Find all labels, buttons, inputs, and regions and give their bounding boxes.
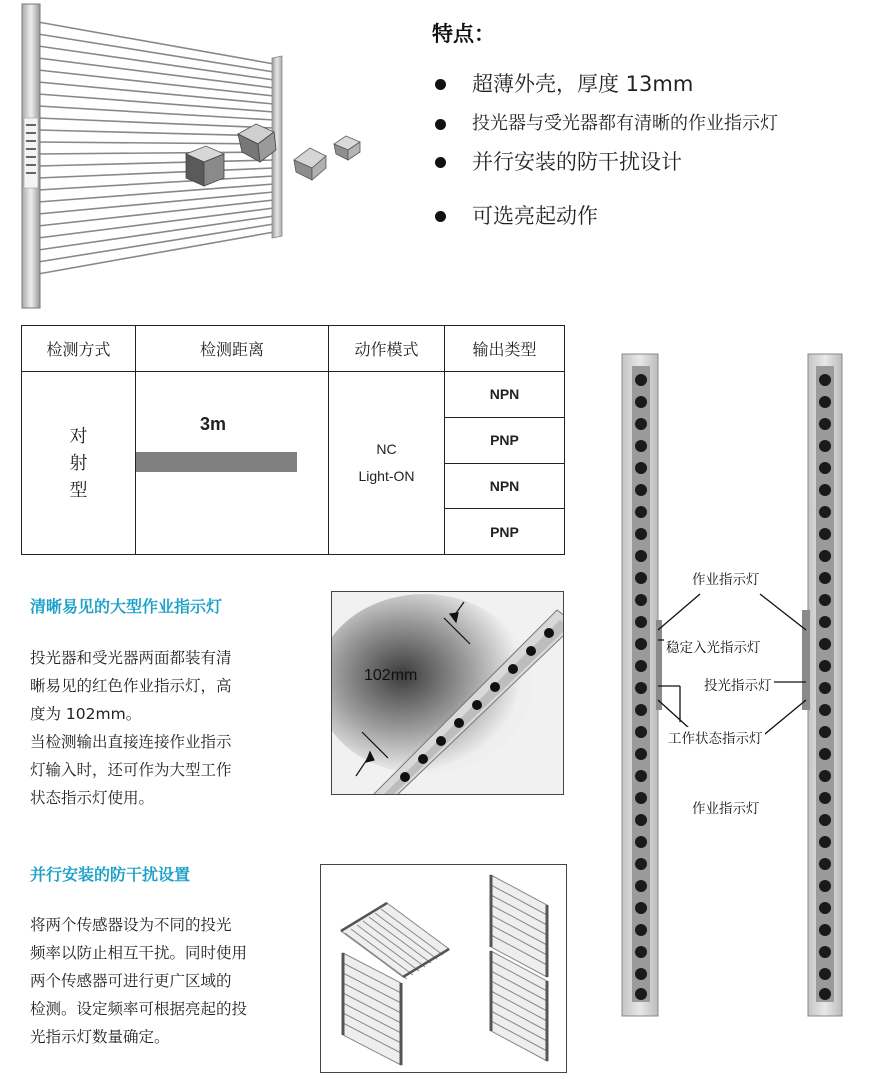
cube-object-4 <box>334 136 360 160</box>
parallel-figure <box>320 864 567 1073</box>
features-title: 特点： <box>432 22 495 46</box>
label-work-indicator-top: 作业指示灯 <box>690 568 762 588</box>
bullet-icon <box>435 157 446 168</box>
header-distance: 检测距离 <box>136 326 329 372</box>
spec-table <box>21 325 565 555</box>
table-row <box>22 372 565 418</box>
indicator-section-text: 投光器和受光器两面都装有清 晰易见的红色作业指示灯，高 度为 102mm。 当检测输出直接连接作业指示 灯输入时，还可作为大型工作 状态指示灯使用。 <box>30 649 232 807</box>
emitter-sensor-bar <box>622 354 662 1016</box>
output-cell: NPN <box>445 463 565 509</box>
method-cell: 对 射 型 <box>22 372 136 555</box>
header-output: 输出类型 <box>445 326 565 372</box>
indicator-figure <box>331 591 564 795</box>
cube-object-2 <box>238 124 276 162</box>
feature-item: 投光器与受光器都有清晰的作业指示灯 <box>432 106 872 144</box>
parallel-section-title: 并行安装的防干扰设置 <box>30 865 191 884</box>
output-cell: PNP <box>445 509 565 555</box>
label-stable-indicator: 稳定入光指示灯 <box>664 636 763 656</box>
beam-lines <box>38 22 274 274</box>
header-mode: 动作模式 <box>329 326 445 372</box>
distance-value: 3m <box>200 414 227 434</box>
feature-item: 可选亮起动作 <box>432 198 872 238</box>
light-curtain-illustration <box>10 0 380 312</box>
distance-bar <box>136 452 297 472</box>
output-cell: PNP <box>445 417 565 463</box>
label-emit-indicator: 投光指示灯 <box>702 674 774 694</box>
feature-item: 超薄外壳，厚度 13mm <box>432 66 872 106</box>
distance-cell <box>136 372 329 555</box>
features-list <box>432 66 872 238</box>
cube-object-3 <box>294 148 326 180</box>
bullet-icon <box>435 79 446 90</box>
output-cell: NPN <box>445 372 565 418</box>
leader-lines <box>658 594 806 738</box>
indicator-section-title: 清晰易见的大型作业指示灯 <box>30 597 223 616</box>
cube-object-1 <box>186 146 224 186</box>
feature-item: 并行安装的防干扰设计 <box>432 144 872 198</box>
label-work-indicator-bottom: 作业指示灯 <box>690 797 762 817</box>
header-method: 检测方式 <box>22 326 136 372</box>
bullet-icon <box>435 119 446 130</box>
label-status-indicator: 工作状态指示灯 <box>666 727 765 747</box>
table-header-row <box>22 326 565 372</box>
dimension-label: 102mm <box>364 667 418 684</box>
mode-cell: NC Light-ON <box>329 372 445 555</box>
parallel-section-text: 将两个传感器设为不同的投光 频率以防止相互干扰。同时使用 两个传感器可进行更广区域的 检测。设定频率可根据亮起的投 光指示灯数量确定。 <box>30 916 248 1046</box>
bullet-icon <box>435 211 446 222</box>
receiver-sensor-bar <box>802 354 842 1016</box>
